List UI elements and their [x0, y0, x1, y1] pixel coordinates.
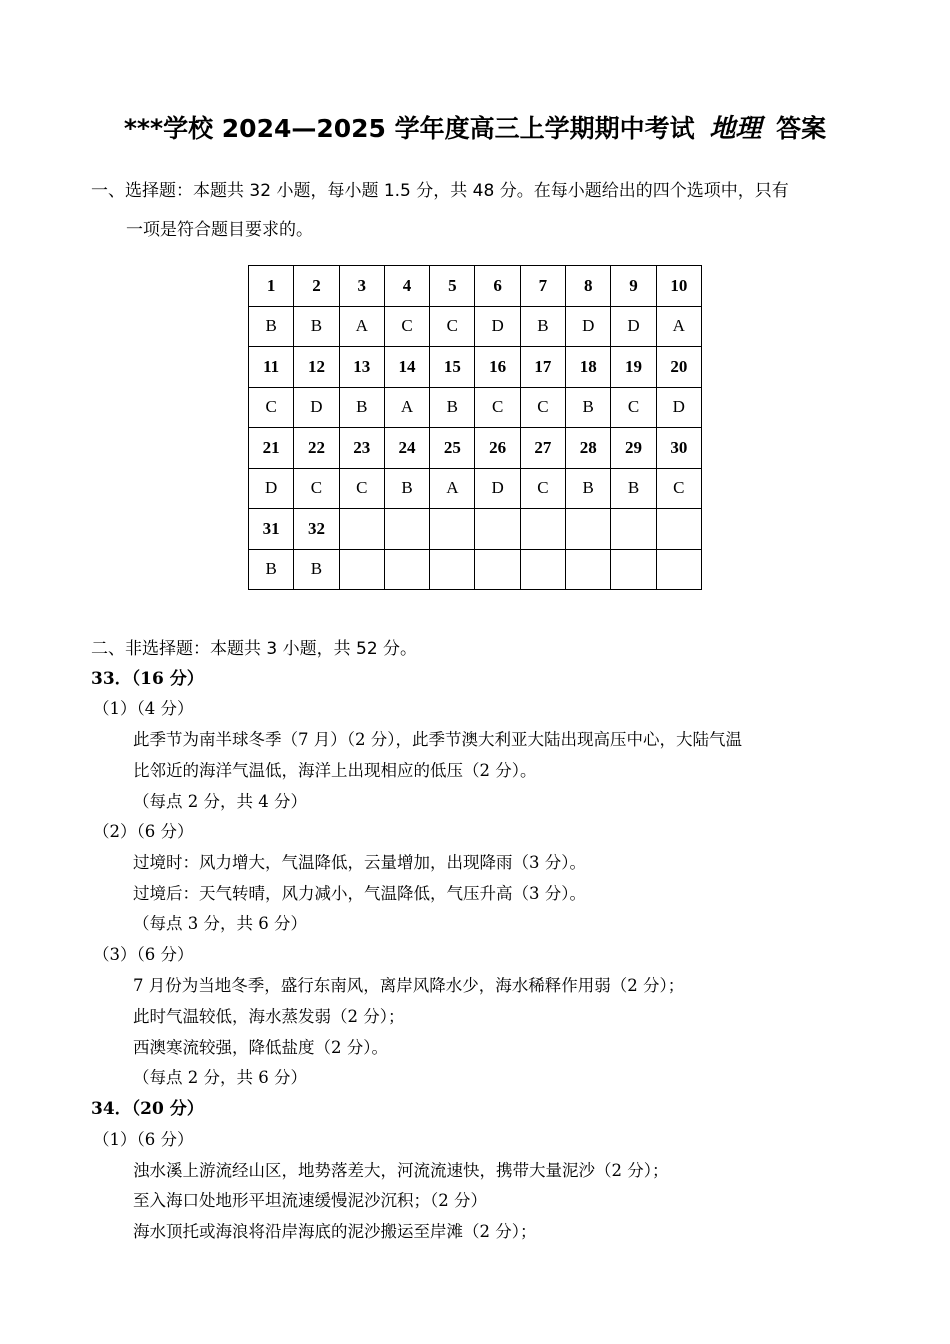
- q33-part3-label: （3）（6 分）: [93, 945, 194, 964]
- question-number-cell: 24: [384, 428, 429, 469]
- question-number-cell: [339, 509, 384, 550]
- answer-cell: D: [611, 306, 656, 347]
- question-number-cell: [384, 509, 429, 550]
- answer-cell: [656, 549, 701, 590]
- answer-cell: D: [566, 306, 611, 347]
- question-number-cell: 11: [249, 347, 294, 388]
- question-number-cell: 20: [656, 347, 701, 388]
- q34-part1-line2: 至入海口处地形平坦流速缓慢泥沙沉积；（2 分）: [133, 1191, 487, 1210]
- section1-heading-line2: 一项是符合题目要求的。: [126, 220, 313, 240]
- answer-cell: B: [249, 549, 294, 590]
- answer-cell: B: [384, 468, 429, 509]
- question-number-cell: 3: [339, 266, 384, 307]
- answer-cell: B: [249, 306, 294, 347]
- question-number-cell: 14: [384, 347, 429, 388]
- answer-cell: D: [294, 387, 339, 428]
- answer-cell: A: [384, 387, 429, 428]
- q33-part2-line2: 过境后：天气转晴，风力减小，气温降低，气压升高（3 分）。: [133, 884, 586, 903]
- question-number-cell: 5: [430, 266, 475, 307]
- answer-cell: B: [566, 468, 611, 509]
- q33-label: 33．（16 分）: [91, 669, 204, 689]
- question-number-cell: 18: [566, 347, 611, 388]
- answer-cell: B: [430, 387, 475, 428]
- answer-cell: C: [611, 387, 656, 428]
- answer-cell: C: [656, 468, 701, 509]
- title-subject: 地理: [709, 114, 762, 144]
- question-number-row: [249, 266, 702, 307]
- question-number-cell: 16: [475, 347, 520, 388]
- question-number-cell: 29: [611, 428, 656, 469]
- question-number-cell: 21: [249, 428, 294, 469]
- question-number-cell: 6: [475, 266, 520, 307]
- question-number-cell: 19: [611, 347, 656, 388]
- q33-part1-label: （1）（4 分）: [93, 699, 194, 718]
- answer-cell: [520, 549, 565, 590]
- section2-heading: 二、非选择题：本题共 3 小题，共 52 分。: [91, 639, 418, 659]
- answer-cell: D: [475, 306, 520, 347]
- answer-row: [249, 306, 702, 347]
- q33-part2-note: （每点 3 分，共 6 分）: [133, 914, 307, 933]
- q33-part3-note: （每点 2 分，共 6 分）: [133, 1068, 307, 1087]
- question-number-cell: 2: [294, 266, 339, 307]
- answer-cell: [566, 549, 611, 590]
- question-number-cell: [475, 509, 520, 550]
- title-suffix: 答案: [776, 114, 827, 143]
- question-number-cell: 7: [520, 266, 565, 307]
- answer-table: [248, 265, 702, 590]
- q34-part1-line3: 海水顶托或海浪将沿岸海底的泥沙搬运至岸滩（2 分）；: [133, 1222, 537, 1241]
- q33-part1-line2: 比邻近的海洋气温低，海洋上出现相应的低压（2 分）。: [133, 761, 537, 780]
- answer-cell: C: [294, 468, 339, 509]
- answer-row: [249, 549, 702, 590]
- question-number-cell: 4: [384, 266, 429, 307]
- answer-cell: B: [611, 468, 656, 509]
- question-number-cell: 1: [249, 266, 294, 307]
- question-number-cell: [656, 509, 701, 550]
- question-number-cell: 31: [249, 509, 294, 550]
- question-number-cell: [430, 509, 475, 550]
- answer-cell: [611, 549, 656, 590]
- q33-part1-line1: 此季节为南半球冬季（7 月）（2 分），此季节澳大利亚大陆出现高压中心，大陆气温: [133, 730, 742, 749]
- question-number-cell: 27: [520, 428, 565, 469]
- question-number-cell: 13: [339, 347, 384, 388]
- question-number-row: [249, 347, 702, 388]
- question-number-cell: 25: [430, 428, 475, 469]
- q33-part3-line3: 西澳寒流较强，降低盐度（2 分）。: [133, 1038, 388, 1057]
- answer-cell: C: [475, 387, 520, 428]
- answer-cell: D: [656, 387, 701, 428]
- answer-row: [249, 387, 702, 428]
- title-prefix: ***学校 2024—2025 学年度高三上学期期中考试: [123, 114, 695, 143]
- question-number-cell: 22: [294, 428, 339, 469]
- question-number-cell: [566, 509, 611, 550]
- question-number-cell: 17: [520, 347, 565, 388]
- question-number-cell: [611, 509, 656, 550]
- question-number-cell: 28: [566, 428, 611, 469]
- page-title: [0, 108, 950, 145]
- answer-cell: B: [294, 306, 339, 347]
- question-number-cell: 12: [294, 347, 339, 388]
- answer-cell: [475, 549, 520, 590]
- answer-cell: A: [656, 306, 701, 347]
- q33-part1-note: （每点 2 分，共 4 分）: [133, 792, 307, 811]
- question-number-row: [249, 428, 702, 469]
- answer-cell: [384, 549, 429, 590]
- q34-label: 34．（20 分）: [91, 1099, 204, 1119]
- q34-part1-line1: 浊水溪上游流经山区，地势落差大，河流流速快，携带大量泥沙（2 分）；: [133, 1161, 669, 1180]
- answer-cell: B: [294, 549, 339, 590]
- question-number-cell: 15: [430, 347, 475, 388]
- section1-heading-line1: 一、选择题：本题共 32 小题，每小题 1.5 分，共 48 分。在每小题给出的四个选项中，只有: [91, 181, 789, 201]
- question-number-cell: 8: [566, 266, 611, 307]
- answer-cell: [430, 549, 475, 590]
- answer-cell: A: [339, 306, 384, 347]
- question-number-cell: 9: [611, 266, 656, 307]
- answer-cell: C: [520, 387, 565, 428]
- question-number-cell: 30: [656, 428, 701, 469]
- answer-cell: B: [339, 387, 384, 428]
- answer-cell: C: [430, 306, 475, 347]
- q33-part2-line1: 过境时：风力增大，气温降低，云量增加，出现降雨（3 分）。: [133, 853, 586, 872]
- question-number-cell: [520, 509, 565, 550]
- question-number-cell: 23: [339, 428, 384, 469]
- question-number-cell: 32: [294, 509, 339, 550]
- question-number-cell: 10: [656, 266, 701, 307]
- answer-row: [249, 468, 702, 509]
- question-number-cell: 26: [475, 428, 520, 469]
- q33-part3-line2: 此时气温较低，海水蒸发弱（2 分）；: [133, 1007, 405, 1026]
- answer-cell: A: [430, 468, 475, 509]
- answer-cell: C: [384, 306, 429, 347]
- q33-part2-label: （2）（6 分）: [93, 822, 194, 841]
- answer-cell: D: [475, 468, 520, 509]
- answer-cell: C: [520, 468, 565, 509]
- question-number-row: [249, 509, 702, 550]
- answer-cell: B: [520, 306, 565, 347]
- q34-part1-label: （1）（6 分）: [93, 1130, 194, 1149]
- answer-cell: C: [339, 468, 384, 509]
- q33-part3-line1: 7 月份为当地冬季，盛行东南风，离岸风降水少，海水稀释作用弱（2 分）；: [133, 976, 685, 995]
- answer-cell: B: [566, 387, 611, 428]
- answer-cell: [339, 549, 384, 590]
- answer-cell: C: [249, 387, 294, 428]
- answer-cell: D: [249, 468, 294, 509]
